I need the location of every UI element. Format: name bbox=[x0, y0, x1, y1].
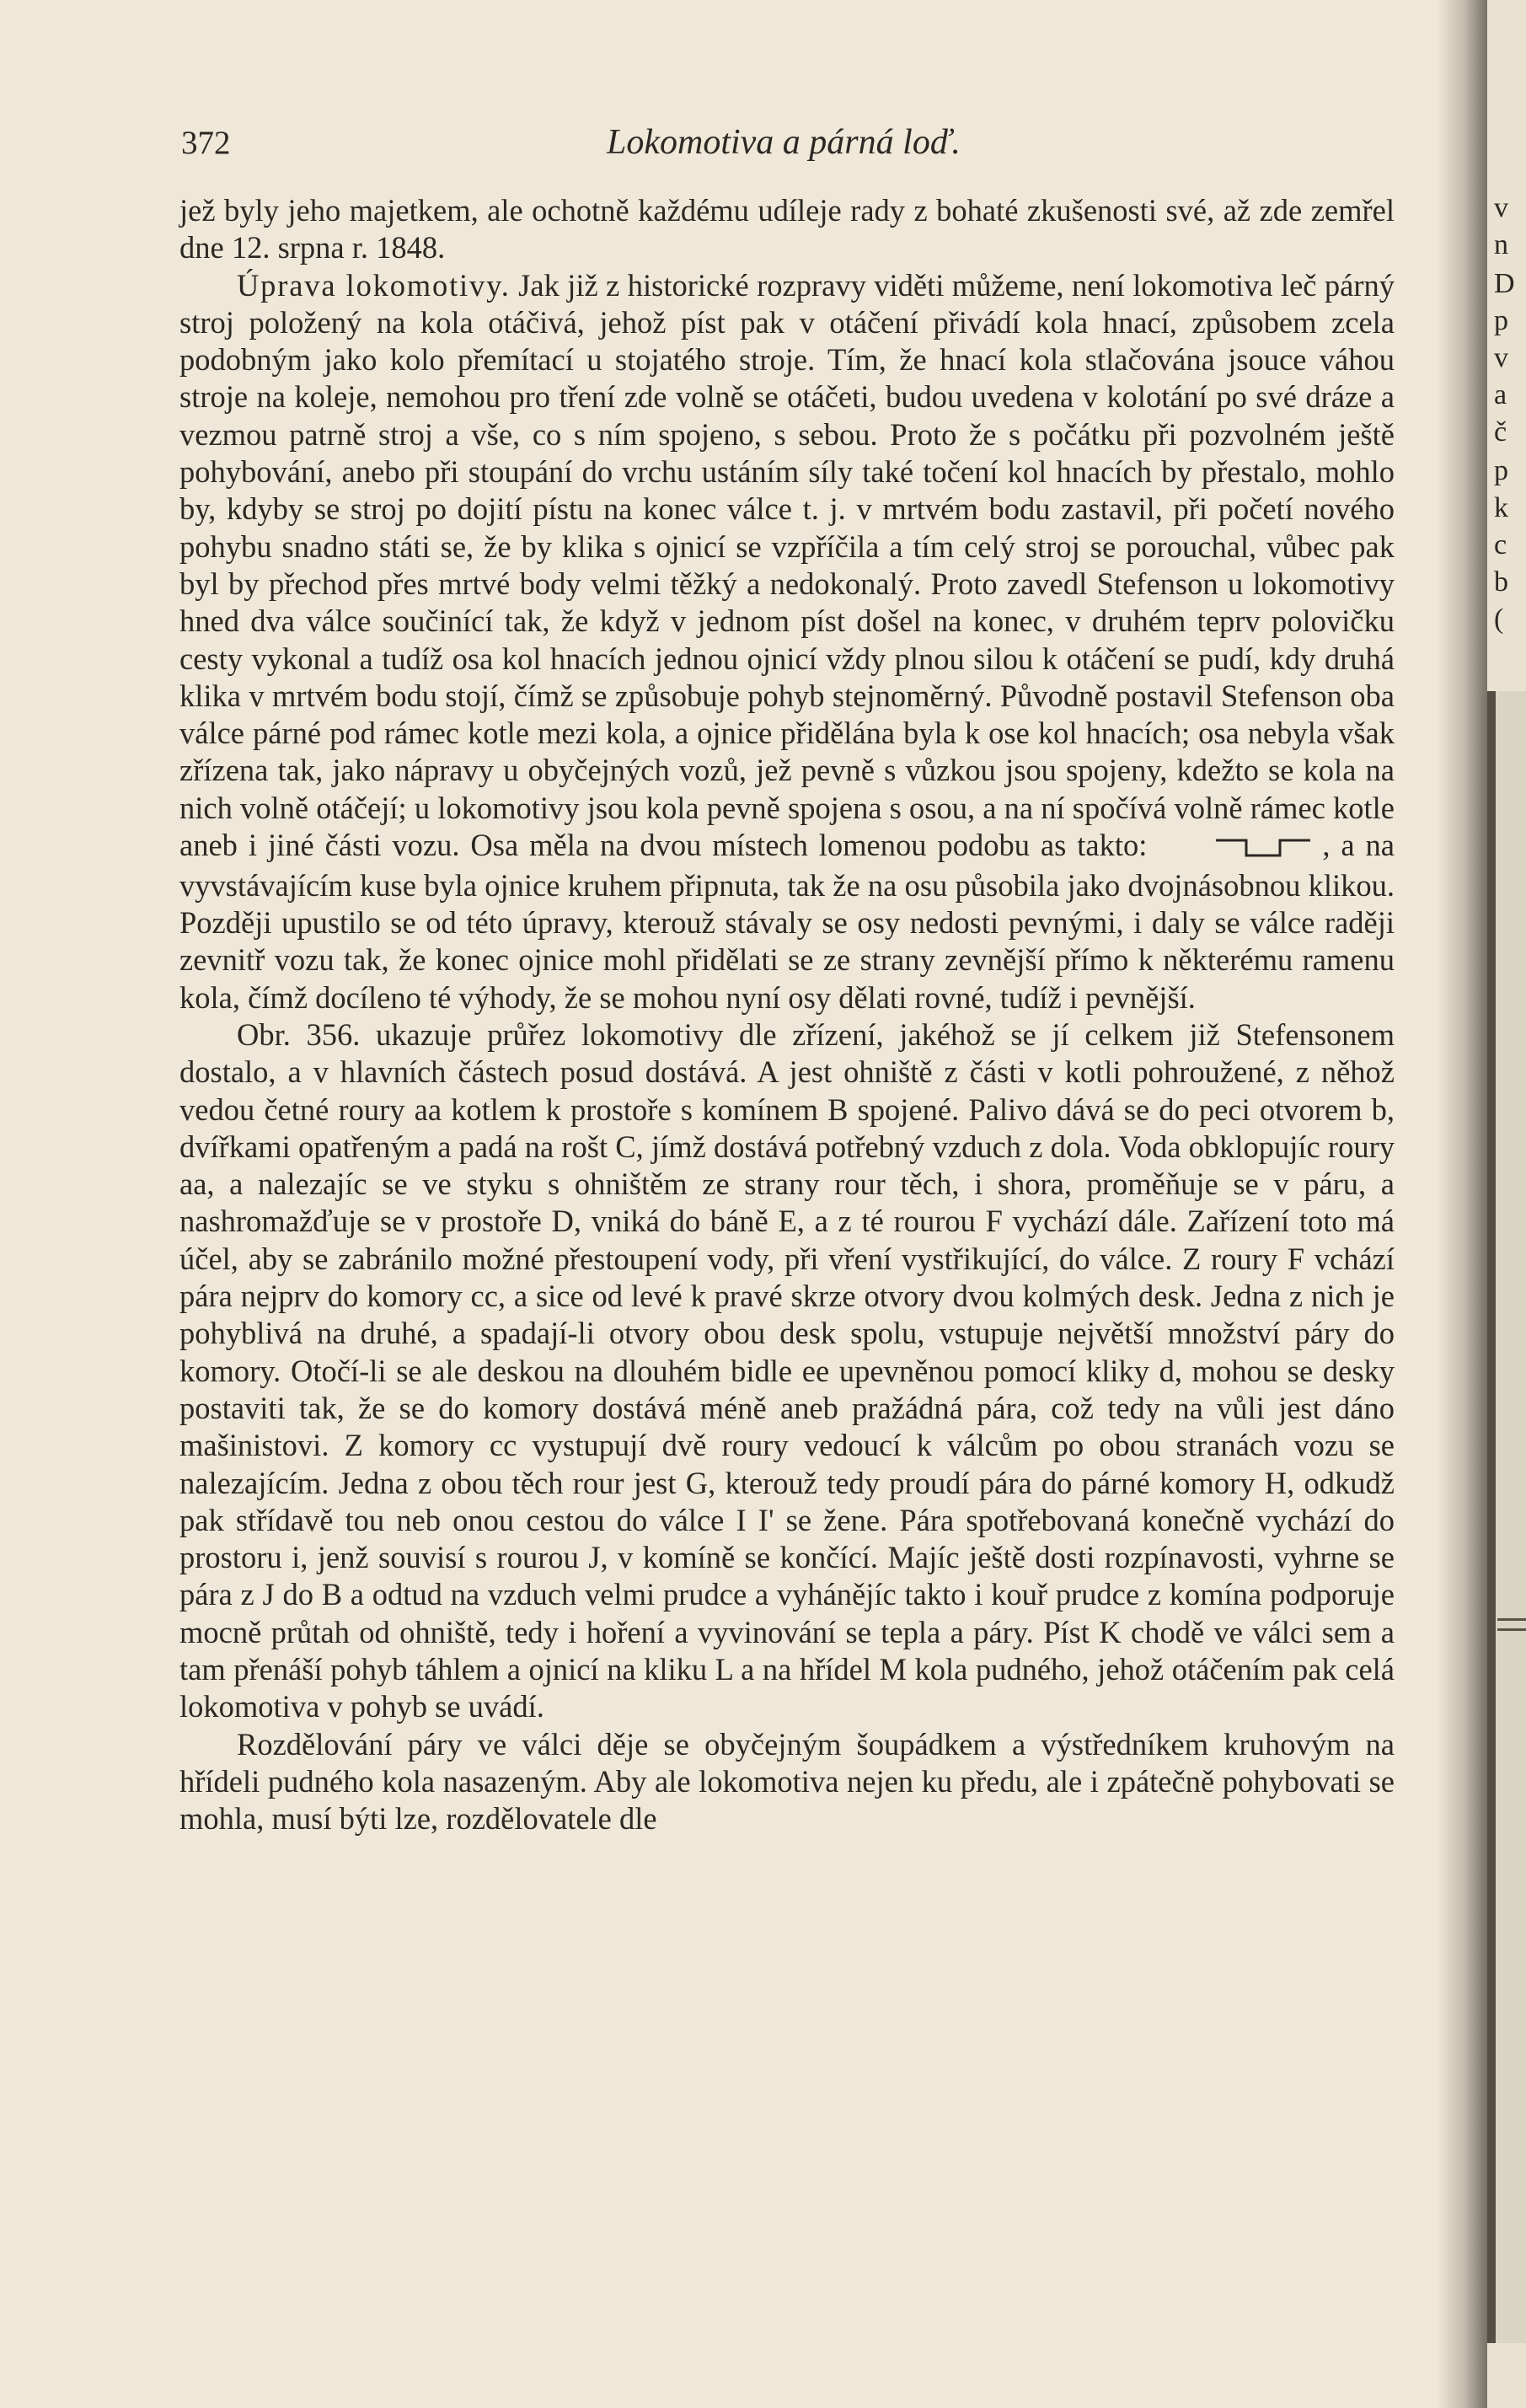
gutter-shadow bbox=[1437, 0, 1487, 2408]
paragraph-3: Obr. 356. ukazuje průřez lokomotivy dle zřízení, jakéhož se jí celkem již Stefensonem dostalo, a v hlavních částech posud dostává. A jest ohniště z části v kotli pohroužené, z něhož vedou četné roury aa kotlem k prostoře s komínem B spojené. Palivo dává se do peci otvorem b, dvířkami opatřeným a padá na rošt C, jímž dostává potřebný vzduch z dola. Voda obklopujíc roury aa, a nalezajíc se ve styku s ohništěm ze strany rour těch, i shora, proměňuje se v páru, a nashromažďuje se v prostoře D, vniká do báně E, a z té rourou F vychází dále. Zařízení toto má účel, aby se zabránilo možné přestoupení vody, při vření vystřikující, do válce. Z roury F vchází pára nejprv do komory cc, a sice od levé k pravé skrze otvory dvou kolmých desk. Jedna z nich je pohyblivá na druhé, a spadají-li otvory obou desk spolu, vstupuje největší množství páry do komory. Otočí-li se ale deskou na dlouhém bidle ee upevněnou pomocí kliky d, mohou se desky postaviti tak, že se do komory dostává méně aneb pražádná pára, což tedy na vůli jest dáno mašinistovi. Z komory cc vystupují dvě roury vedoucí k válcům po obou stranách vozu se nalezajícím. Jedna z obou těch rour jest G, kterouž tedy proudí pára do párné komory H, odkudž pak střídavě tou neb onou cestou do válce I I' se žene. Pára spotřebovaná konečně vychází do prostoru i, jenž souvisí s rourou J, v komíně se končící. Majíc ještě dosti rozpínavosti, vyhrne se pára z J do B a odtud na vzduch velmi prudce a vyhánějíc takto i kouř prudce z komína podporuje mocně průtah od ohniště, tedy i hoření a vyvinování se tepla a páry. Píst K chodě ve válci sem a tam přenáší pohyb táhlem a ojnicí na kliku L a na hřídel M kola pudného, jehož otáčením pak celá lokomotiva v pohyb se uvádí. bbox=[179, 1017, 1395, 1724]
adjacent-fragment: č bbox=[1494, 416, 1507, 448]
adjacent-fragment: k bbox=[1494, 492, 1508, 523]
paragraph-2-text-a: Jak již z historické rozpravy viděti můžeme, není lokomotiva leč párný stroj položený na kola otáčivá, jehož píst pak v otáčení přivádí kola hnací, způsobem zcela podobným jako kolo přemítací u stojatého stroje. Tím, že hnací kola stlačována jsouce váhou stroje na koleje, nemohou pro tření zde volně se otáčeti, budou uvedena v kolotání po své dráze a vezmou patrně stroj a vše, co s ním spojeno, s sebou. Proto že s počátku při pozvolném ještě pohybování, anebo při stoupání do vrchu ustáním síly také točení kol hnacích by přestalo, mohlo by, kdyby se stroj po dojití pístu na konec válce t. j. v mrtvém bodu zastavil, při početí nového pohybu snadno státi se, že by klika s ojnicí se vzpříčila a tím celý stroj se porouchal, vůbec pak byl by přechod přes mrtvé body velmi těžký a nedokonalý. Proto zavedl Stefenson u lokomotivy hned dva válce součinící tak, že když v jednom píst došel na konec, v druhém teprv polovičku cesty vykonal a tudíž osa kol hnacích jednou ojnicí vždy plnou silou k otáčení se pudí, kdy druhá klika v mrtvém bodu stojí, čímž se způsobuje pohyb stejnoměrný. Původně postavil Stefenson oba válce párné pod rámec kotle mezi kola, a ojnice přidělána byla k ose kol hnacích; osa nebyla však zřízena tak, jako nápravy u obyčejných vozů, jež pevně s vůzkou jsou spojeny, kdežto se kola na nich volně otáčejí; u lokomotivy jsou kola pevně spojena s osou, a na ní spočívá volně rámec kotle aneb i jiné části vozu. Osa měla na dvou místech lomenou podobu as takto: bbox=[179, 267, 1395, 863]
paragraph-2 bbox=[179, 267, 1395, 1016]
adjacent-fragment: b bbox=[1494, 566, 1508, 598]
adjacent-fragment: a bbox=[1494, 379, 1507, 410]
page-number: 372 bbox=[181, 125, 231, 161]
paragraph-2-text-b: , a na vyvstávajícím kuse byla ojnice kruhem připnuta, tak že na osu působila jako dvojnásobnou klikou. Později upustilo se od této úpravy, kterouž stávaly se osy nedosti pevnými, i daly se válce raději zevnitř vozu tak, že konec ojnice mohl přidělati se ze strany zevnější přímo k některému ramenu kola, čímž docíleno té výhody, že se mohou nyní osy dělati rovné, tudíž i pevnější. bbox=[179, 828, 1395, 1015]
paragraph-4: Rozdělování páry ve válci děje se obyčejným šoupádkem a výstředníkem kruhovým na hřídeli pudného kola nasazeným. Aby ale lokomotiva nejen ku předu, ale i zpátečně pohybovati se mohla, musí býti lze, rozdělovatele dle bbox=[179, 1726, 1395, 1837]
body-text bbox=[179, 192, 1395, 1838]
crank-axle-symbol-icon bbox=[1155, 830, 1314, 867]
adjacent-illustration-edge bbox=[1487, 691, 1526, 2343]
adjacent-fragment: c bbox=[1494, 529, 1507, 560]
adjacent-fragment: p bbox=[1494, 455, 1508, 486]
adjacent-illustration-line bbox=[1497, 1618, 1526, 1621]
paragraph-1: jež byly jeho majetkem, ale ochotně každému udíleje rady z bohaté zkušenosti své, až zde zemřel dne 12. srpna r. 1848. bbox=[179, 193, 1395, 265]
adjacent-page-edge bbox=[1487, 0, 1526, 2408]
adjacent-fragment: p bbox=[1494, 305, 1508, 336]
adjacent-fragment: ( bbox=[1494, 603, 1504, 635]
adjacent-fragment: v bbox=[1494, 192, 1508, 223]
adjacent-fragment: v bbox=[1494, 342, 1508, 373]
section-heading: Úprava lokomotivy. bbox=[237, 267, 511, 303]
adjacent-fragment: n bbox=[1494, 229, 1508, 260]
running-title: Lokomotiva a párná loď. bbox=[607, 123, 961, 162]
adjacent-illustration-line bbox=[1497, 1628, 1526, 1631]
adjacent-fragment: D bbox=[1494, 268, 1515, 299]
